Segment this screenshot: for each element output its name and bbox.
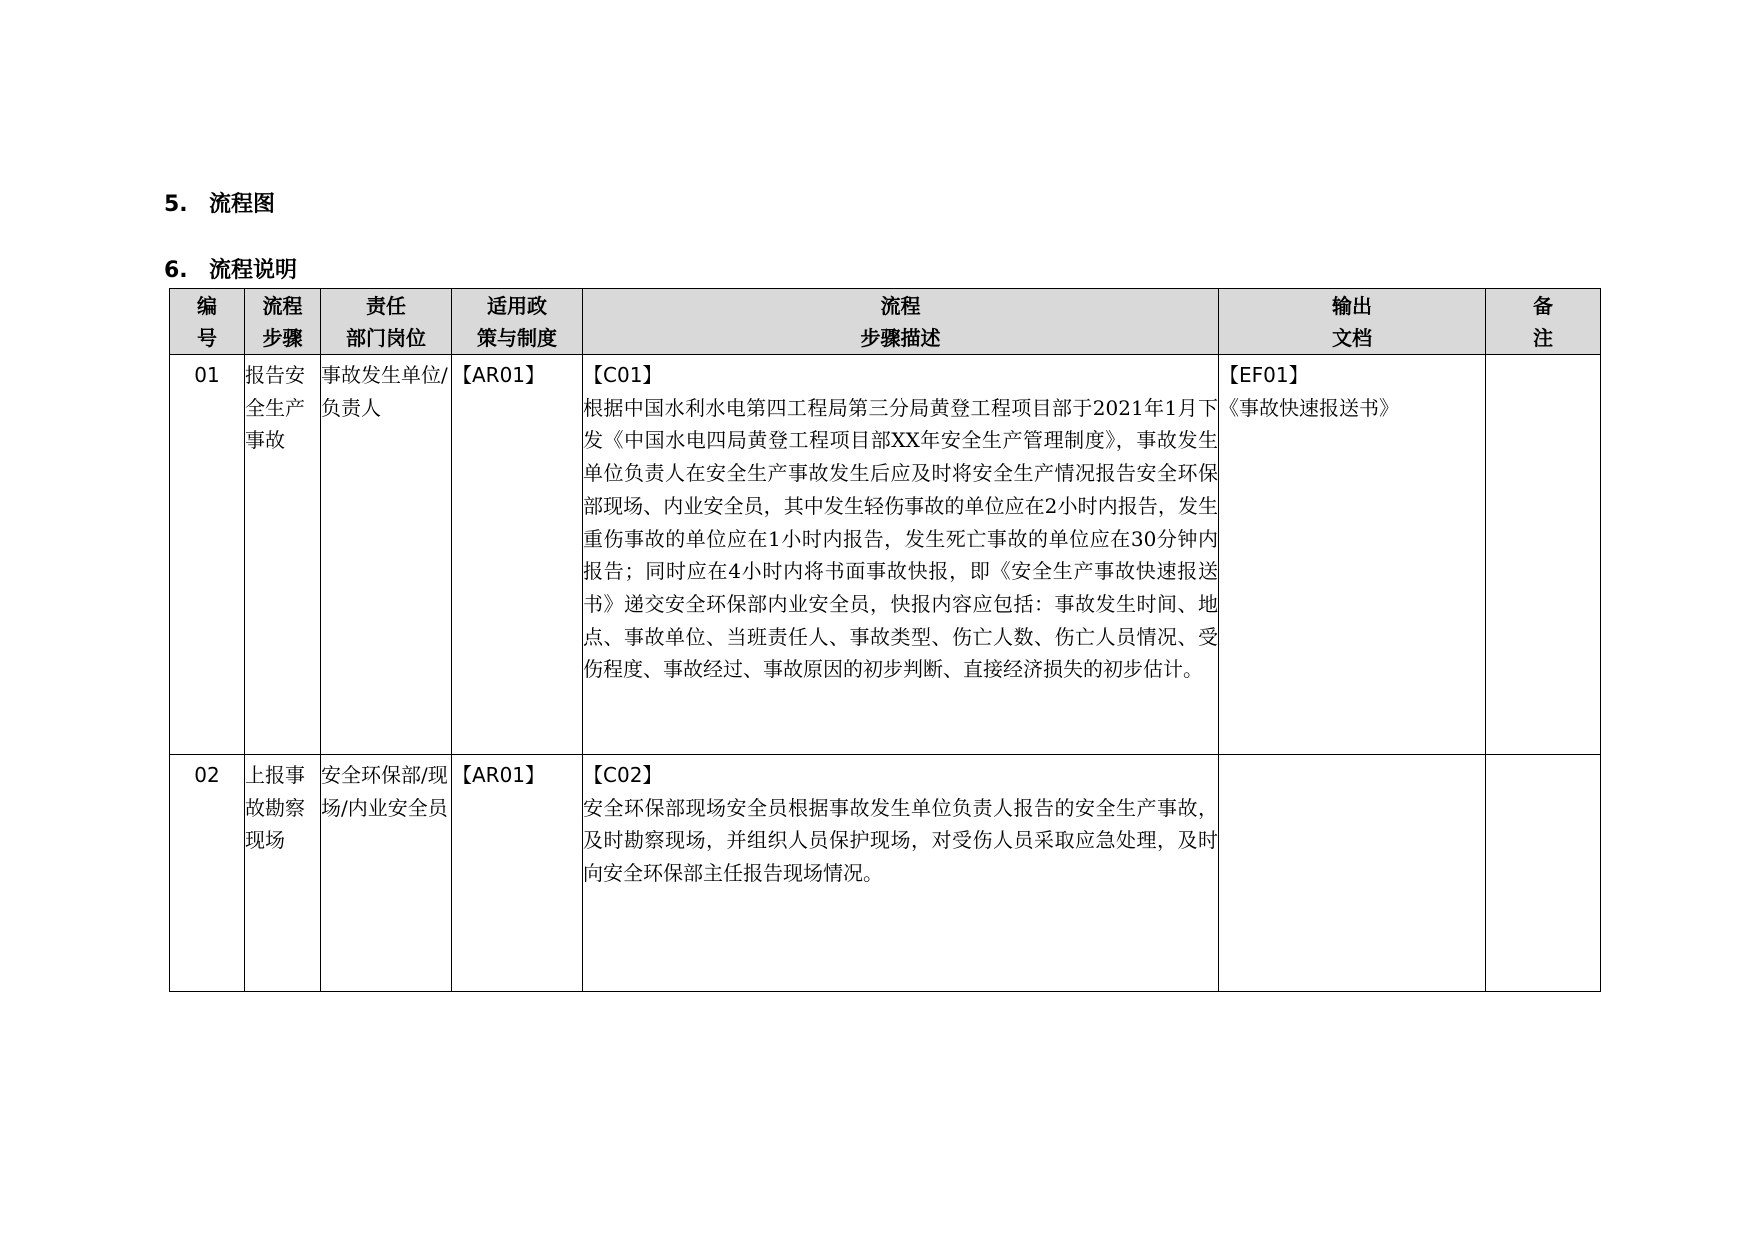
header-step-description: 流程 步骤描述: [583, 289, 1219, 355]
description-text: 根据中国水利水电第四工程局第三分局黄登工程项目部于2021年1月下发《中国水电四局黄登工程项目部XX年安全生产管理制度》，事故发生单位负责人在安全生产事故发生后应及时将安全生产情况报告安全环保部现场、内业安全员，其中发生轻伤事故的单位应在2小时内报告，发生重伤事故的单位应在1小时内报告，发生死亡事故的单位应在30分钟内报告；同时应在4小时内将书面事故快报，即《安全生产事故快速报送书》递交安全环保部内业安全员，快报内容应包括：事故发生时间、地点、事故单位、当班责任人、事故类型、伤亡人数、伤亡人员情况、受伤程度、事故经过、事故原因的初步判断、直接经济损失的初步估计。: [583, 395, 1218, 682]
section-heading-process-description: [164, 258, 297, 284]
row-department: 安全环保部/现场/内业安全员: [321, 755, 452, 992]
row-step: 报告安全生产事故: [245, 355, 321, 755]
row-remark: [1486, 355, 1601, 755]
section-title: 流程说明: [209, 258, 298, 283]
description-code: 【C02】: [583, 763, 663, 787]
header-number: 编 号: [170, 289, 245, 355]
header-responsible-dept: 责任 部门岗位: [321, 289, 452, 355]
row-number: 01: [170, 355, 245, 755]
row-output: [1219, 755, 1486, 992]
row-policy: 【AR01】: [452, 755, 583, 992]
row-department: 事故发生单位/负责人: [321, 355, 452, 755]
output-document: 《事故快速报送书》: [1219, 395, 1399, 420]
header-output-document: 输出 文档: [1219, 289, 1486, 355]
row-step: 上报事故勘察现场: [245, 755, 321, 992]
output-code: 【EF01】: [1219, 363, 1309, 387]
row-description: [583, 355, 1219, 755]
table-row: [170, 755, 1601, 992]
row-description: [583, 755, 1219, 992]
row-output: [1219, 355, 1486, 755]
description-text: 安全环保部现场安全员根据事故发生单位负责人报告的安全生产事故，及时勘察现场，并组织人员保护现场，对受伤人员采取应急处理，及时向安全环保部主任报告现场情况。: [583, 795, 1218, 886]
table-header-row: [170, 289, 1601, 355]
header-process-step: 流程 步骤: [245, 289, 321, 355]
header-remark: 备 注: [1486, 289, 1601, 355]
process-table: [169, 288, 1601, 992]
row-policy: 【AR01】: [452, 355, 583, 755]
section-number: 5.: [164, 192, 188, 217]
header-applicable-policy: 适用政 策与制度: [452, 289, 583, 355]
row-number: 02: [170, 755, 245, 992]
table-row: [170, 355, 1601, 755]
section-title: 流程图: [209, 192, 276, 217]
section-heading-flowchart: [164, 192, 275, 218]
row-remark: [1486, 755, 1601, 992]
section-number: 6.: [164, 258, 188, 283]
description-code: 【C01】: [583, 363, 663, 387]
